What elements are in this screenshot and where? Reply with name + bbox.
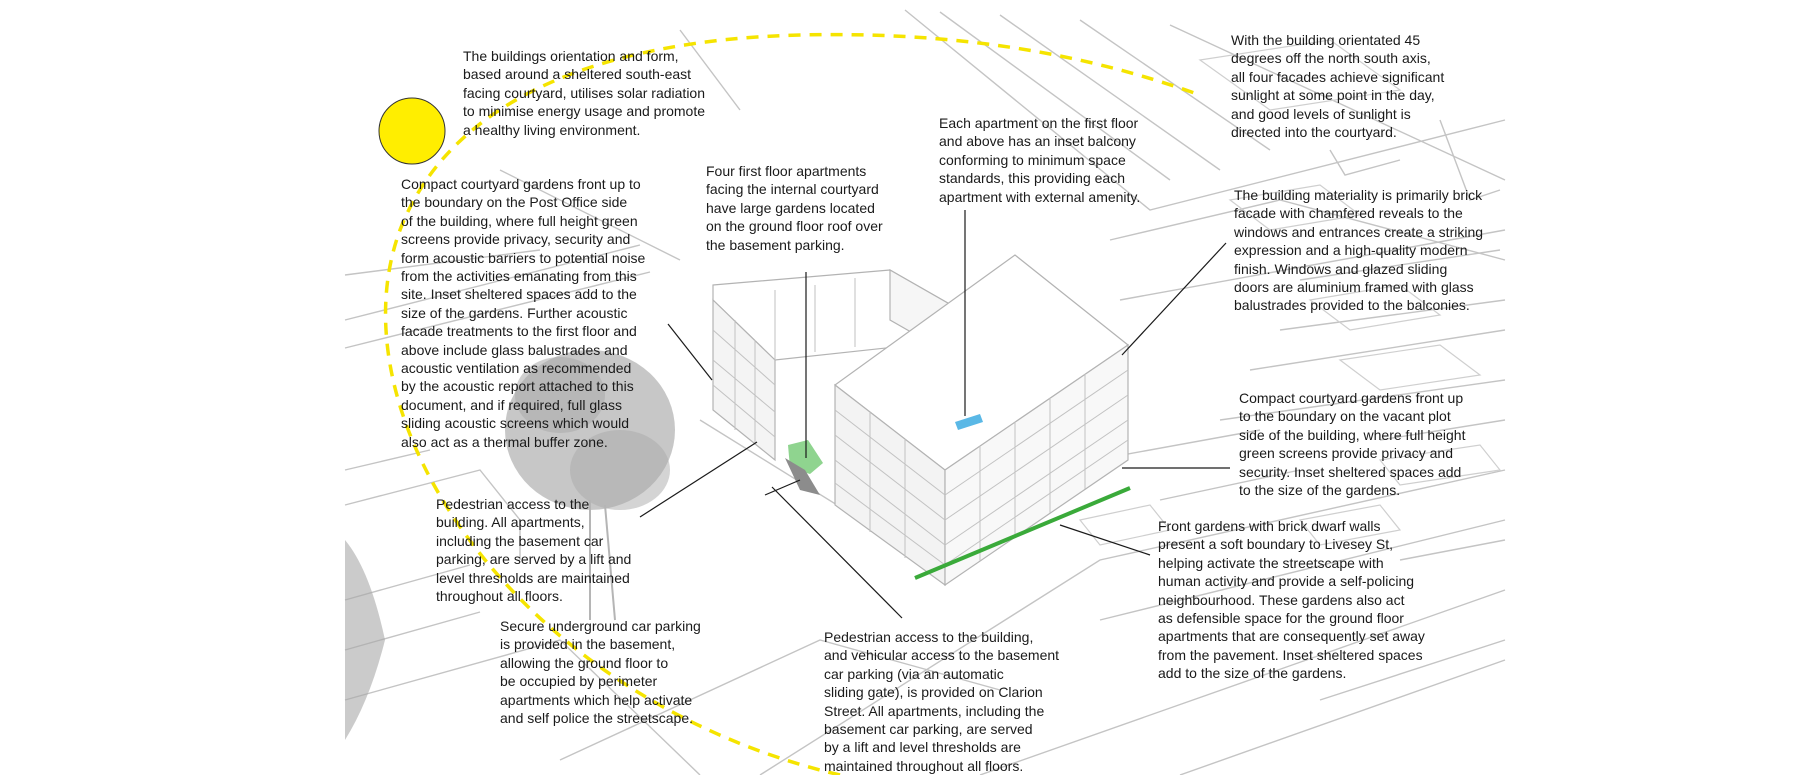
annotation-line: and vehicular access to the basement bbox=[824, 647, 1060, 664]
note-orientation-45 bbox=[1231, 31, 1444, 141]
note-pedestrian-access-lift bbox=[436, 495, 631, 605]
annotation-line: facing the internal courtyard bbox=[706, 181, 879, 198]
annotation-line: on the ground floor roof over bbox=[706, 218, 883, 235]
annotation-line: as defensible space for the ground floor bbox=[1158, 610, 1404, 627]
annotation-line: and good levels of sunlight is bbox=[1231, 105, 1411, 122]
annotation-line: be occupied by perimeter bbox=[500, 673, 658, 690]
annotation-line: and self police the streetscape. bbox=[500, 710, 694, 727]
annotation-line: expression and a high-quality modern bbox=[1234, 242, 1468, 259]
note-materiality bbox=[1234, 186, 1483, 315]
annotation-line: Pedestrian access to the building, bbox=[824, 629, 1034, 645]
annotation-line: sunlight at some point in the day, bbox=[1231, 87, 1435, 104]
annotation-line: throughout all floors. bbox=[436, 588, 563, 605]
annotation-line: building. All apartments, bbox=[436, 514, 585, 531]
annotation-line: car parking (via an automatic bbox=[824, 665, 1004, 682]
annotation-line: have large gardens located bbox=[706, 199, 875, 216]
annotation-line: windows and entrances create a striking bbox=[1234, 223, 1484, 240]
annotation-line: all four facades achieve significant bbox=[1231, 68, 1445, 85]
annotation-line: size of the gardens. Further acoustic bbox=[401, 304, 628, 321]
annotation-line: human activity and provide a self-policing bbox=[1158, 573, 1415, 590]
annotation-line: facade treatments to the first floor and bbox=[401, 323, 637, 340]
annotation-line: conforming to minimum space bbox=[939, 151, 1126, 168]
note-front-gardens-livesey bbox=[1158, 517, 1425, 683]
sun-icon bbox=[379, 98, 445, 164]
note-first-floor-gardens bbox=[706, 162, 883, 254]
annotation-line: security. Inset sheltered spaces add bbox=[1239, 463, 1462, 480]
annotation-line: doors are aluminium framed with glass bbox=[1234, 279, 1474, 296]
note-solar-orientation bbox=[463, 47, 705, 139]
annotation-line: based around a sheltered south-east bbox=[463, 66, 692, 83]
annotation-line: site. Inset sheltered spaces add to the bbox=[401, 286, 637, 303]
annotation-line: form acoustic barriers to potential noise bbox=[401, 249, 646, 266]
leader-clarion-street-arrow bbox=[765, 480, 800, 495]
annotation-line: acoustic ventilation as recommended bbox=[401, 360, 632, 377]
annotation-line: and above has an inset balcony bbox=[939, 133, 1136, 150]
note-compact-gardens-vacant-plot bbox=[1239, 389, 1465, 499]
annotation-line: apartments which help activate bbox=[500, 691, 693, 708]
annotation-line: standards, this providing each bbox=[939, 170, 1125, 187]
annotation-line: the boundary on the Post Office side bbox=[401, 194, 628, 211]
annotation-line: facing courtyard, utilises solar radiation bbox=[463, 84, 706, 101]
annotation-line: Compact courtyard gardens front up bbox=[1239, 390, 1464, 406]
annotation-line: The buildings orientation and form, bbox=[463, 48, 679, 64]
annotation-line: Compact courtyard gardens front up to bbox=[401, 176, 641, 192]
annotation-line: facade with chamfered reveals to the bbox=[1234, 205, 1463, 222]
annotation-line: maintained throughout all floors. bbox=[824, 757, 1024, 774]
annotation-line: sliding gate), is provided on Clarion bbox=[824, 684, 1043, 701]
annotation-line: Front gardens with brick dwarf walls bbox=[1158, 518, 1381, 534]
annotation-line: Street. All apartments, including the bbox=[824, 702, 1045, 719]
note-inset-balcony bbox=[939, 114, 1140, 206]
tree-canopy-edge bbox=[345, 540, 385, 740]
annotation-line: Four first floor apartments bbox=[706, 163, 867, 179]
annotation-line: by the acoustic report attached to this bbox=[401, 378, 634, 395]
annotation-line: document, and if required, full glass bbox=[401, 396, 623, 413]
annotation-line: present a soft boundary to Livesey St, bbox=[1158, 536, 1394, 553]
annotation-line: to the boundary on the vacant plot bbox=[1239, 408, 1451, 425]
note-compact-gardens-post-office bbox=[401, 175, 645, 451]
annotation-line: side of the building, where full height bbox=[1239, 426, 1466, 443]
annotation-line: by a lift and level thresholds are bbox=[824, 739, 1021, 756]
annotation-line: Secure underground car parking bbox=[500, 618, 701, 634]
annotation-line: apartment with external amenity. bbox=[939, 188, 1141, 205]
annotation-line: of the building, where full height green bbox=[401, 212, 638, 229]
annotation-line: sliding acoustic screens which would bbox=[401, 415, 629, 432]
annotation-line: degrees off the north south axis, bbox=[1231, 50, 1431, 67]
annotation-line: from the pavement. Inset sheltered spaces bbox=[1158, 646, 1423, 663]
annotation-line: above include glass balustrades and bbox=[401, 341, 628, 358]
annotation-line: also act as a thermal buffer zone. bbox=[401, 433, 608, 450]
annotation-line: including the basement car bbox=[436, 532, 604, 549]
leader-materiality bbox=[1122, 243, 1226, 355]
annotation-line: add to the size of the gardens. bbox=[1158, 665, 1347, 682]
annotation-line: Each apartment on the first floor bbox=[939, 115, 1139, 131]
annotation-line: basement car parking, are served bbox=[824, 721, 1033, 738]
annotation-line: neighbourhood. These gardens also act bbox=[1158, 591, 1405, 608]
note-clarion-street-access bbox=[824, 628, 1059, 775]
annotation-line: The building materiality is primarily brick bbox=[1234, 187, 1483, 203]
annotation-line: to the size of the gardens. bbox=[1239, 482, 1401, 499]
annotation-line: directed into the courtyard. bbox=[1231, 124, 1397, 141]
leader-front-gardens bbox=[1060, 525, 1150, 555]
annotation-line: is provided in the basement, bbox=[500, 636, 676, 653]
annotation-line: a healthy living environment. bbox=[463, 121, 641, 138]
annotation-line: screens provide privacy, security and bbox=[401, 231, 631, 248]
annotation-line: level thresholds are maintained bbox=[436, 569, 630, 586]
annotation-line: apartments that are consequently set away bbox=[1158, 628, 1425, 645]
annotation-line: allowing the ground floor to bbox=[500, 654, 669, 671]
annotation-line: With the building orientated 45 bbox=[1231, 32, 1421, 48]
annotation-line: helping activate the streetscape with bbox=[1158, 554, 1384, 571]
annotation-line: the basement parking. bbox=[706, 236, 845, 253]
annotation-line: green screens provide privacy and bbox=[1239, 445, 1454, 462]
annotation-line: balustrades provided to the balconies. bbox=[1234, 297, 1470, 314]
annotation-line: Pedestrian access to the bbox=[436, 496, 590, 512]
note-underground-parking bbox=[500, 617, 701, 727]
leader-compact-gardens-post-office bbox=[668, 324, 712, 380]
annotation-line: to minimise energy usage and promote bbox=[463, 103, 706, 120]
annotation-line: parking, are served by a lift and bbox=[436, 551, 632, 568]
annotation-line: finish. Windows and glazed sliding bbox=[1234, 260, 1448, 277]
annotation-line: from the activities emanating from this bbox=[401, 268, 637, 285]
